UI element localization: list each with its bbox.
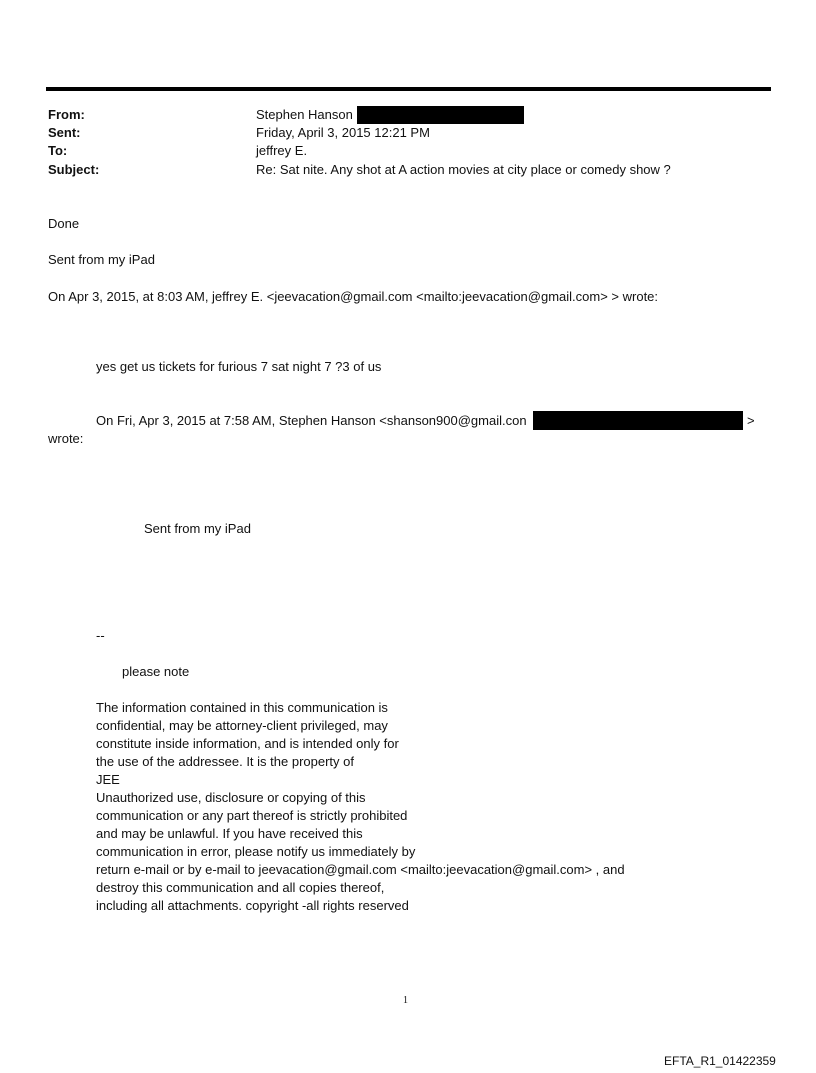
disclaimer-line: The information contained in this communication is xyxy=(96,700,388,715)
from-label: From: xyxy=(48,107,85,122)
quote2-attribution-end: > xyxy=(747,413,755,428)
subject-value: Re: Sat nite. Any shot at A action movies at city place or comedy show ? xyxy=(256,162,671,177)
disclaimer-line: destroy this communication and all copies thereof, xyxy=(96,880,385,895)
disclaimer-line: the use of the addressee. It is the property of xyxy=(96,754,354,769)
bates-number: EFTA_R1_01422359 xyxy=(664,1054,776,1068)
disclaimer-line: Unauthorized use, disclosure or copying of this xyxy=(96,790,366,805)
disclaimer-line: communication in error, please notify us immediately by xyxy=(96,844,416,859)
disclaimer-line: communication or any part thereof is strictly prohibited xyxy=(96,808,408,823)
redaction-box xyxy=(357,106,524,124)
to-value: jeffrey E. xyxy=(256,143,308,158)
disclaimer-line: confidential, may be attorney-client privileged, may xyxy=(96,718,388,733)
quote2-signature: Sent from my iPad xyxy=(144,521,251,536)
redaction-box xyxy=(533,411,743,430)
reply-text: Done xyxy=(48,216,80,231)
sent-value: Friday, April 3, 2015 12:21 PM xyxy=(256,125,430,140)
signature-separator: -- xyxy=(96,628,105,643)
disclaimer-line: including all attachments. copyright -all rights reserved xyxy=(96,898,409,913)
to-label: To: xyxy=(48,143,68,158)
quote1-attribution: On Apr 3, 2015, at 8:03 AM, jeffrey E. <jeevacation@gmail.com <mailto:jeevacation@gmail.com> > wrote: xyxy=(48,289,659,304)
signature: Sent from my iPad xyxy=(48,252,155,267)
disclaimer-line: return e-mail or by e-mail to jeevacation@gmail.com <mailto:jeevacation@gmail.com> , and xyxy=(96,862,625,877)
sent-label: Sent: xyxy=(48,125,81,140)
disclaimer xyxy=(96,699,625,915)
disclaimer-line: constitute inside information, and is intended only for xyxy=(96,736,399,751)
quote2-attribution: On Fri, Apr 3, 2015 at 7:58 AM, Stephen Hanson <shanson900@gmail.con xyxy=(96,413,527,428)
quote2-attribution-wrap: wrote: xyxy=(48,431,84,446)
header-rule xyxy=(46,87,771,91)
from-value: Stephen Hanson xyxy=(256,107,353,122)
subject-label: Subject: xyxy=(48,162,100,177)
disclaimer-line: JEE xyxy=(96,772,120,787)
please-note: please note xyxy=(122,664,190,679)
disclaimer-line: and may be unlawful. If you have received this xyxy=(96,826,363,841)
page-number: 1 xyxy=(403,995,408,1006)
quote1-text: yes get us tickets for furious 7 sat night 7 ?3 of us xyxy=(96,359,382,374)
